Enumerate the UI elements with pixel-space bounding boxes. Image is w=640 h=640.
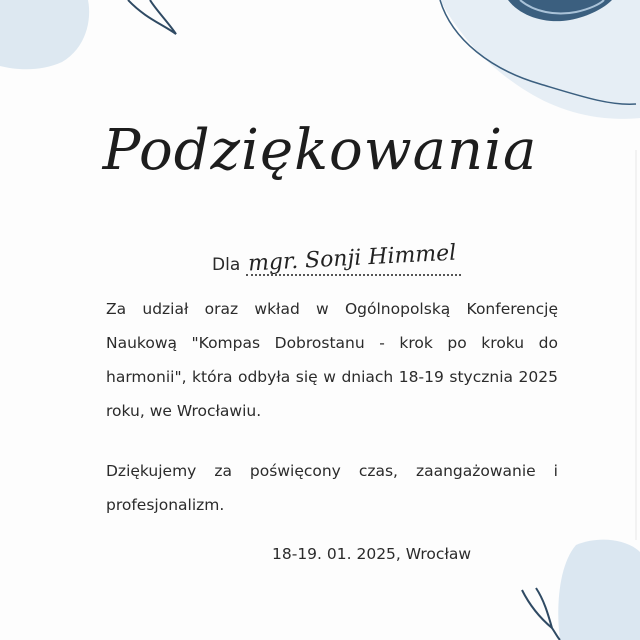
- recipient-prefix: Dla: [212, 255, 241, 275]
- certificate-title: Podziękowania: [102, 118, 538, 183]
- recipient-name-handwritten: mgr. Sonji Himmel: [247, 240, 458, 277]
- top-left-leaf: [128, 0, 176, 34]
- top-left-watercolor-blob: [0, 0, 89, 69]
- bottom-right-leaf: [522, 588, 552, 628]
- bottom-right-watercolor-blob: [558, 540, 640, 640]
- date-and-place: 18-19. 01. 2025, Wrocław: [272, 545, 472, 563]
- recipient-name-field: [246, 240, 460, 277]
- body-paragraph: Za udział oraz wkład w Ogólnopolską Konferencję Naukową "Kompas Dobrostanu - krok po kroku do harmonii", która odbyła się w dniach 18-19 stycznia 2025 roku, we Wrocławiu.: [106, 300, 558, 420]
- thanks-paragraph: Dziękujemy za poświęcony czas, zaangażowanie i profesjonalizm.: [106, 462, 558, 514]
- recipient-line: [212, 240, 461, 277]
- bottom-right-leaf-stem: [552, 628, 560, 640]
